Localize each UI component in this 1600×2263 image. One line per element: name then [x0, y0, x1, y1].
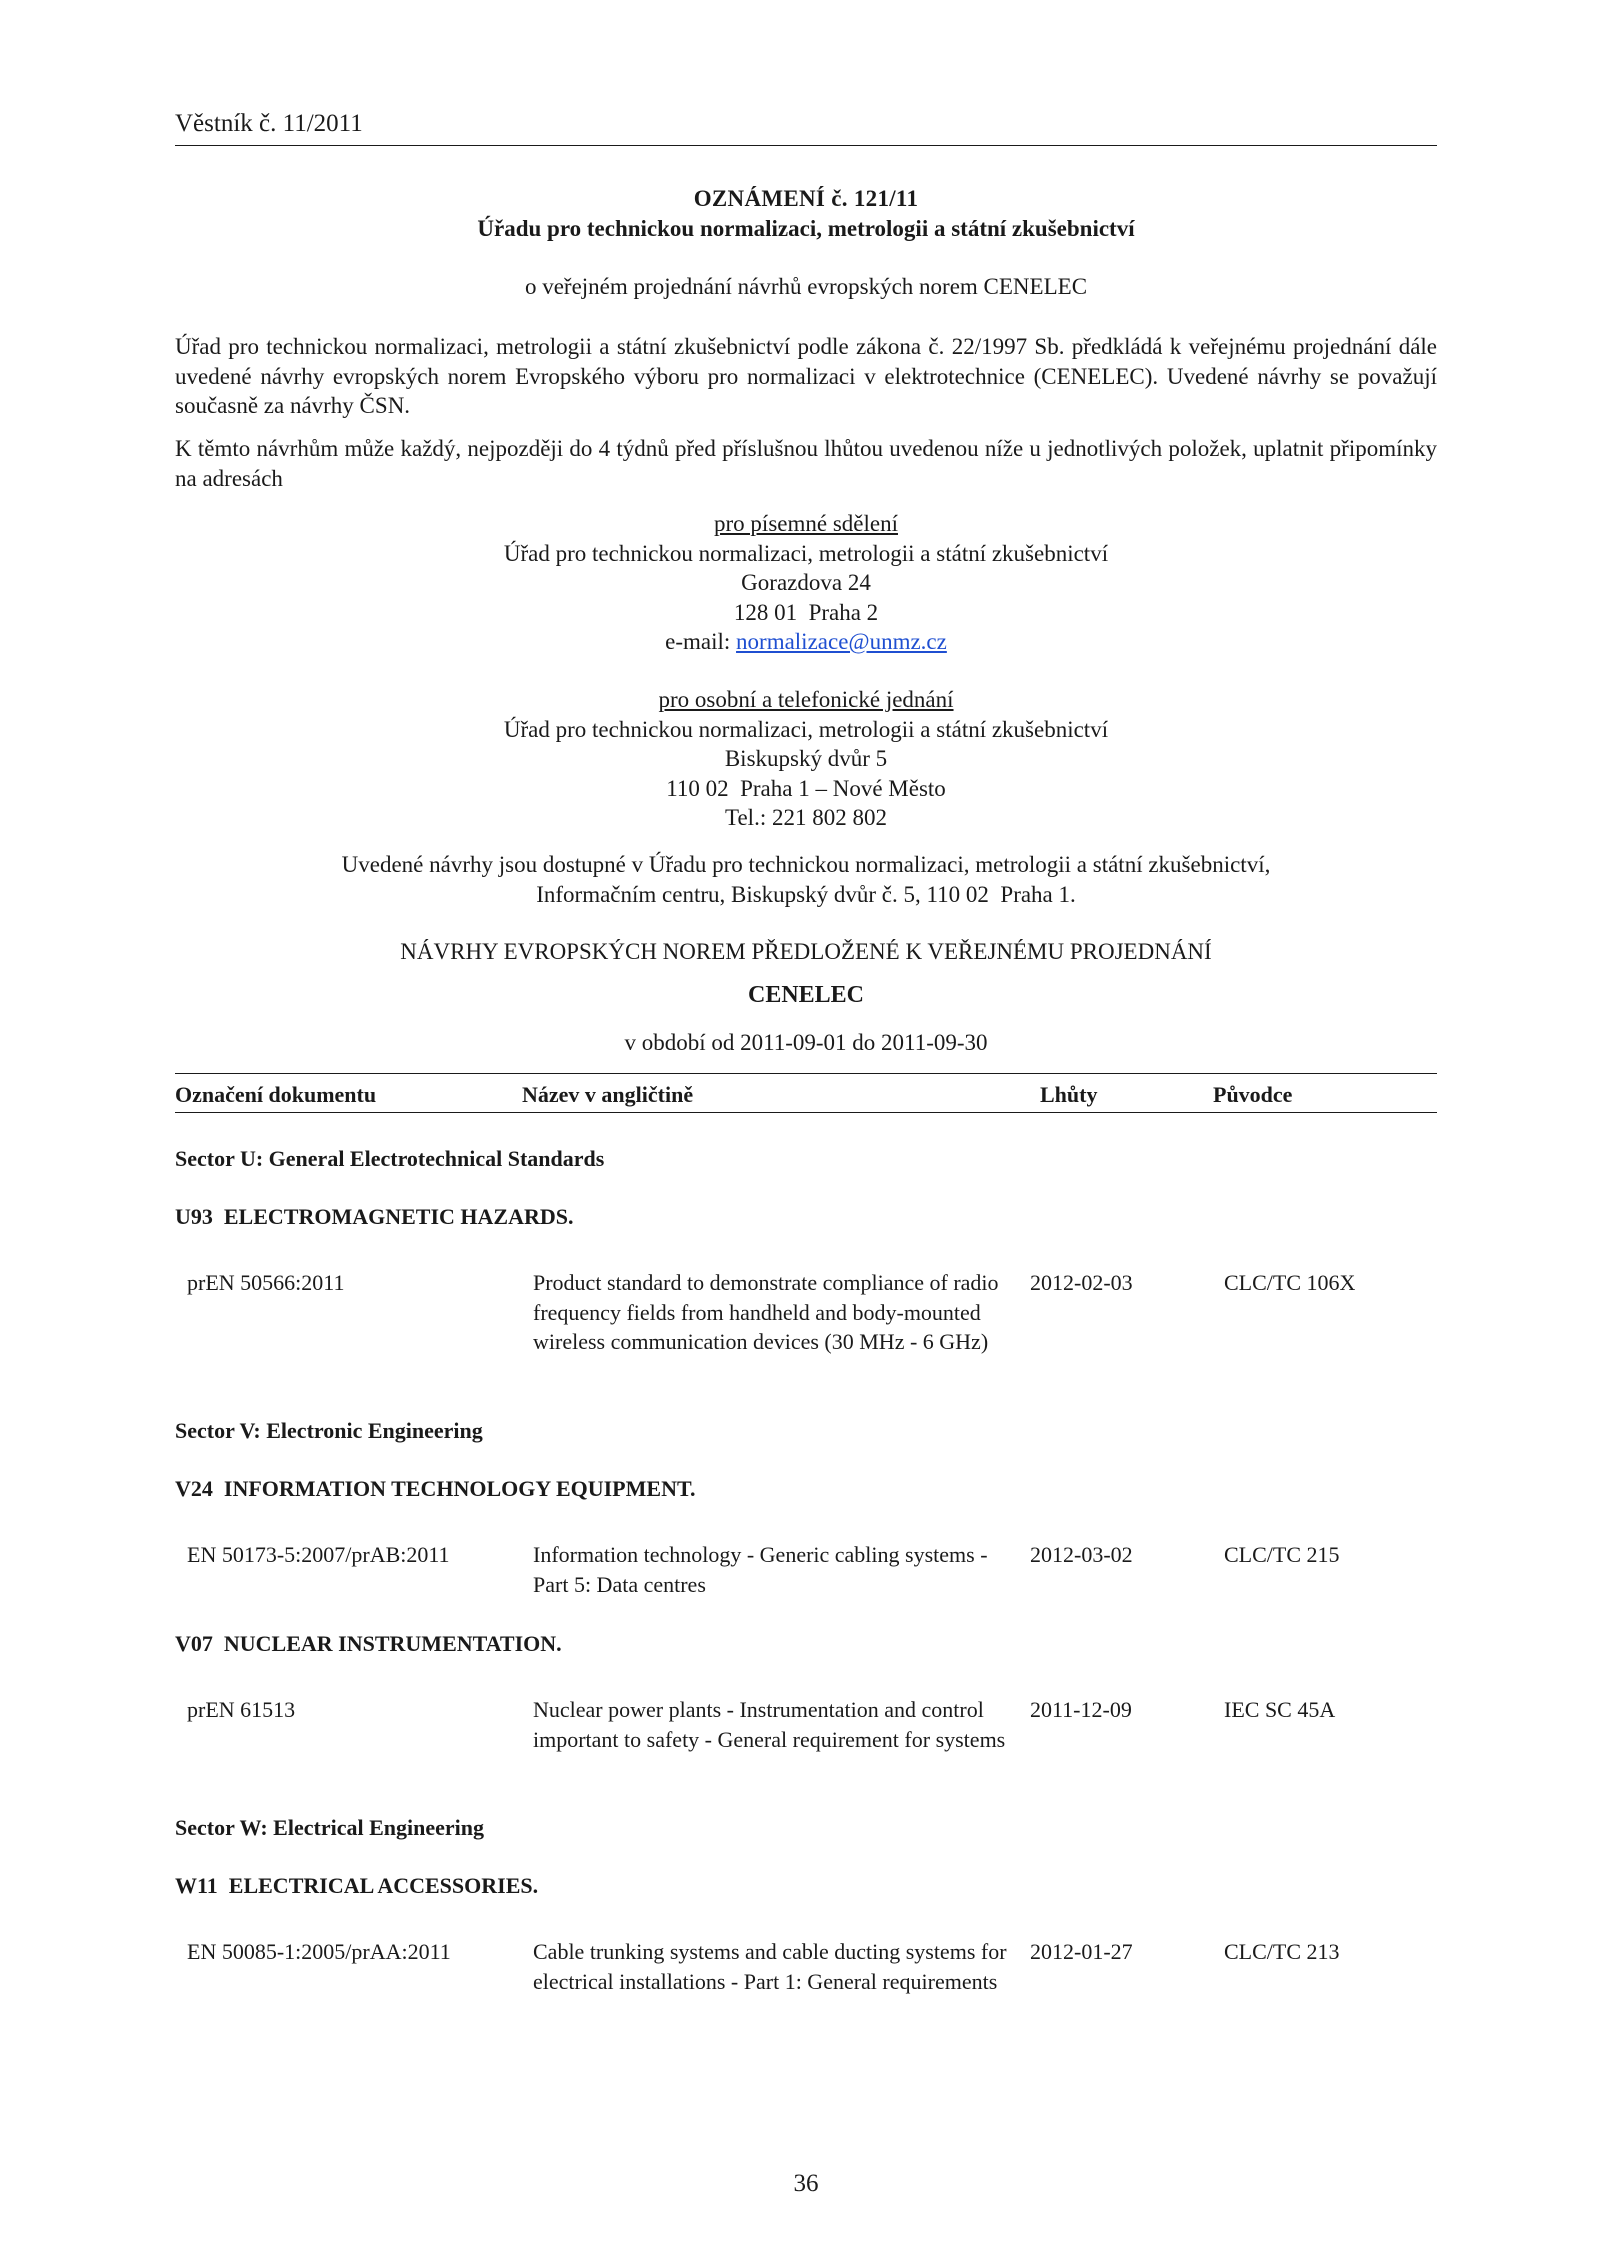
cell-deadline: 2012-01-27	[1030, 1939, 1133, 1964]
address-personal-city: 110 02 Praha 1 – Nové Město	[666, 775, 946, 801]
running-head: Věstník č. 11/2011	[175, 110, 363, 137]
section-heading: NÁVRHY EVROPSKÝCH NOREM PŘEDLOŽENÉ K VEŘEJNÉMU PROJEDNÁNÍ	[400, 939, 1212, 964]
address-written-label: pro písemné sdělení	[714, 511, 898, 536]
address-written-org: Úřad pro technickou normalizaci, metrologii a státní zkušebnictví	[503, 540, 1109, 566]
column-header-document: Označení dokumentu	[175, 1082, 377, 1107]
email-prefix: e-mail:	[665, 629, 737, 654]
cell-document: prEN 61513	[187, 1697, 296, 1722]
header-rule	[175, 145, 1437, 146]
table-top-rule	[175, 1073, 1437, 1074]
cell-document: EN 50173-5:2007/prAB:2011	[187, 1542, 450, 1567]
group-heading: V24 INFORMATION TECHNOLOGY EQUIPMENT.	[175, 1476, 696, 1501]
availability-line-1: Uvedené návrhy jsou dostupné v Úřadu pro technickou normalizaci, metrologii a státní zkušebnictví,	[341, 852, 1271, 877]
cell-title: Product standard to demonstrate compliance of radio frequency fields from handheld and body-mounted wireless communication devices (30 MHz - 6 GHz)	[533, 1270, 999, 1354]
cell-origin: IEC SC 45A	[1224, 1697, 1336, 1722]
address-personal-phone: Tel.: 221 802 802	[725, 805, 887, 830]
address-written	[175, 509, 1437, 657]
comments-paragraph: K těmto návrhům může každý, nejpozději do 4 týdnů před příslušnou lhůtou uvedenou níže u jednotlivých položek, uplatnit připomínky na adresách	[175, 436, 1437, 491]
cell-title: Cable trunking systems and cable ducting systems for electrical installations - Part 1: General requirements	[533, 1939, 1007, 1994]
address-written-email-line	[175, 627, 1437, 657]
address-personal-street: Biskupský dvůr 5	[724, 746, 888, 771]
cell-title: Nuclear power plants - Instrumentation and control important to safety - General requirement for systems	[533, 1697, 1006, 1752]
sector-heading: Sector U: General Electrotechnical Standards	[175, 1146, 605, 1171]
cell-document: prEN 50566:2011	[187, 1270, 345, 1295]
cell-origin: CLC/TC 106X	[1224, 1270, 1356, 1295]
table-header-rule	[175, 1112, 1437, 1113]
section-period: v období od 2011-09-01 do 2011-09-30	[624, 1030, 988, 1055]
column-header-deadline: Lhůty	[1040, 1082, 1098, 1107]
address-personal-org: Úřad pro technickou normalizaci, metrologii a státní zkušebnictví	[503, 716, 1109, 742]
cell-deadline: 2012-03-02	[1030, 1542, 1133, 1567]
address-personal	[175, 685, 1437, 833]
column-header-origin: Původce	[1213, 1082, 1293, 1107]
sector-heading: Sector V: Electronic Engineering	[175, 1418, 483, 1443]
cell-deadline: 2012-02-03	[1030, 1270, 1133, 1295]
cell-title: Information technology - Generic cabling systems - Part 5: Data centres	[533, 1542, 988, 1597]
email-link[interactable]: normalizace@unmz.cz	[736, 629, 947, 654]
section-org: CENELEC	[747, 982, 865, 1008]
address-written-street: Gorazdova 24	[741, 570, 871, 595]
group-heading: V07 NUCLEAR INSTRUMENTATION.	[175, 1631, 562, 1656]
page-number: 36	[793, 2170, 819, 2197]
sector-heading: Sector W: Electrical Engineering	[175, 1815, 484, 1840]
address-written-city: 128 01 Praha 2	[733, 599, 879, 625]
group-heading: U93 ELECTROMAGNETIC HAZARDS.	[175, 1204, 574, 1229]
cell-origin: CLC/TC 215	[1224, 1542, 1340, 1567]
cell-origin: CLC/TC 213	[1224, 1939, 1340, 1964]
notice-subtitle: Úřadu pro technickou normalizaci, metrologii a státní zkušebnictví	[477, 216, 1135, 241]
notice-subject: o veřejném projednání návrhů evropských norem CENELEC	[524, 274, 1088, 299]
availability-line-2: Informačním centru, Biskupský dvůr č. 5, 110 02 Praha 1.	[536, 881, 1076, 907]
cell-deadline: 2011-12-09	[1030, 1697, 1132, 1722]
cell-document: EN 50085-1:2005/prAA:2011	[187, 1939, 451, 1964]
address-personal-label: pro osobní a telefonické jednání	[658, 687, 954, 712]
group-heading: W11 ELECTRICAL ACCESSORIES.	[175, 1873, 539, 1898]
column-header-title: Název v angličtině	[522, 1082, 694, 1107]
notice-title: OZNÁMENÍ č. 121/11	[693, 186, 919, 211]
intro-paragraph: Úřad pro technickou normalizaci, metrologii a státní zkušebnictví podle zákona č. 22/1997 Sb. předkládá k veřejnému projednání dále uvedené návrhy evropských norem Evropského výboru pro normalizaci v elektrotechnice (CENELEC). Uvedené návrhy se považují současně za návrhy ČSN.	[175, 334, 1437, 418]
availability-note	[175, 850, 1437, 909]
